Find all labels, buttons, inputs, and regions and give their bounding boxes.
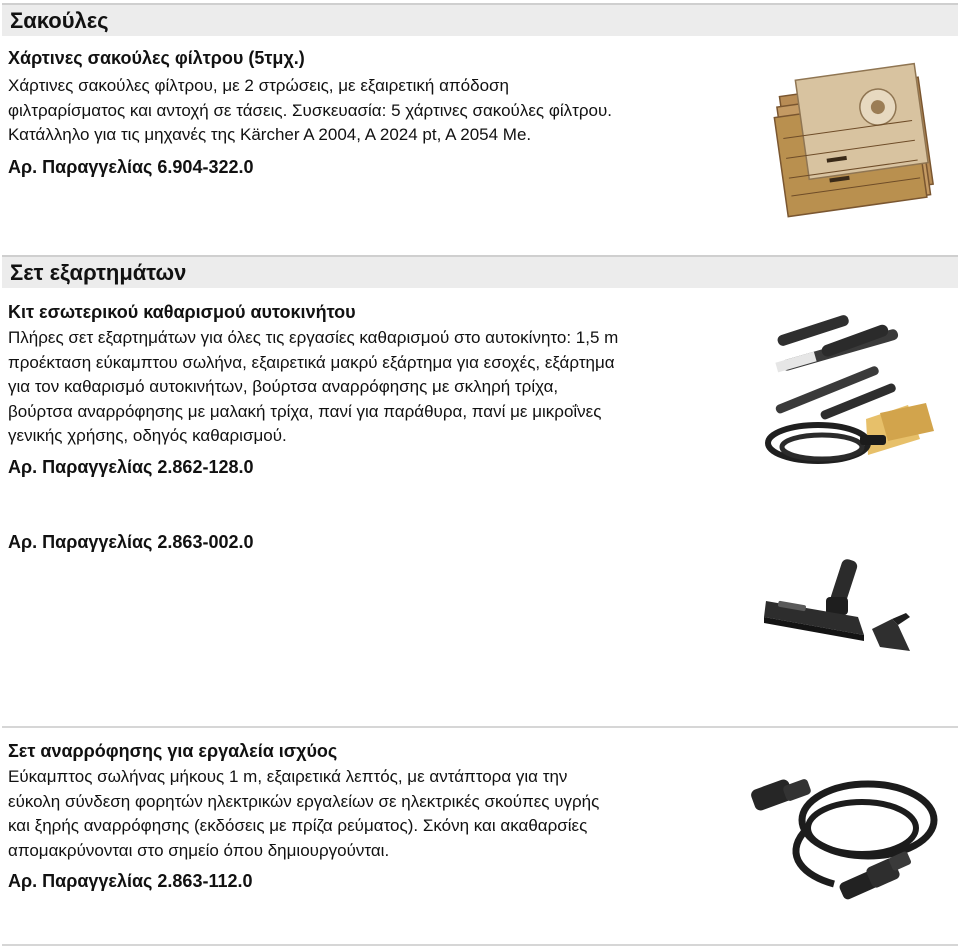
desc-line: φιλτραρίσματος και αντοχή σε τάσεις. Συσκευασία: 5 χάρτινες σακούλες φίλτρου. xyxy=(8,100,612,120)
order-number: Αρ. Παραγγελίας 2.862-128.0 xyxy=(8,457,254,477)
section-header-accessories xyxy=(2,255,958,288)
desc-line: γενικής χρήσης, οδηγός καθαρισμού. xyxy=(8,426,287,446)
desc-line: προέκταση εύκαμπτου σωλήνα, εξαιρετικά μακρύ εξάρτημα για εσοχές, εξάρτημα xyxy=(8,352,615,372)
order-number: Αρ. Παραγγελίας 2.863-002.0 xyxy=(8,532,254,552)
desc-line: Πλήρες σετ εξαρτημάτων για όλες τις εργασίες καθαρισμού στο αυτοκίνητο: 1,5 m xyxy=(8,328,619,347)
order-number: Αρ. Παραγγελίας 2.863-112.0 xyxy=(8,871,253,891)
desc-line: και ξηρής αναρρόφησης (εκδόσεις με πρίζα ρεύματος). Σκόνη και ακαθαρσίες xyxy=(8,816,588,836)
desc-line: εύκολη σύνδεση φορητών ηλεκτρικών εργαλείων σε ηλεκτρικές σκούπες υγρής xyxy=(8,791,600,811)
product-description xyxy=(8,326,618,449)
desc-line: Εύκαμπτος σωλήνας μήκους 1 m, εξαιρετικά λεπτός, με αντάπτορα για την xyxy=(8,767,568,786)
section-header-bags xyxy=(2,3,958,36)
desc-line: Χάρτινες σακούλες φίλτρου, με 2 στρώσεις, με εξαιρετική απόδοση xyxy=(8,76,509,95)
section-divider xyxy=(2,726,958,728)
desc-line: απομακρύνονται στο σημείο όπου δημιουργούνται. xyxy=(8,840,390,860)
car-cleaning-kit-image xyxy=(758,315,954,477)
section-divider xyxy=(2,944,958,946)
desc-line: βούρτσα αναρρόφησης με μαλακή τρίχα, πανί για παράθυρα, πανί με μικροΐνες xyxy=(8,401,602,421)
section-heading: Σετ εξαρτημάτων xyxy=(10,260,187,285)
product-description xyxy=(8,74,612,148)
floor-nozzle-image xyxy=(760,555,920,660)
desc-line: Κατάλληλο για τις μηχανές της Kärcher A 2004, A 2024 pt, A 2054 Me. xyxy=(8,125,532,145)
product-title: Χάρτινες σακούλες φίλτρου (5τμχ.) xyxy=(8,48,305,68)
product-title: Κιτ εσωτερικού καθαρισμού αυτοκινήτου xyxy=(8,302,356,322)
section-heading: Σακούλες xyxy=(10,8,109,33)
product-description xyxy=(8,765,599,863)
paper-filter-bags-image xyxy=(764,58,954,220)
order-number: Αρ. Παραγγελίας 6.904-322.0 xyxy=(8,157,254,177)
power-tool-hose-image xyxy=(744,756,948,914)
product-title: Σετ αναρρόφησης για εργαλεία ισχύος xyxy=(8,741,338,761)
desc-line: για τον καθαρισμό αυτοκινήτων, βούρτσα αναρρόφησης με σκληρή τρίχα, xyxy=(8,377,559,397)
